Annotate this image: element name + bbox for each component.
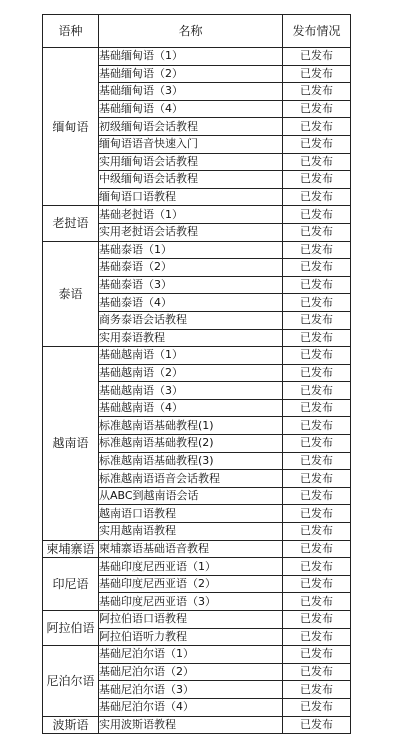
- course-name-cell: 基础尼泊尔语（2）: [99, 663, 283, 681]
- textbook-table: [42, 14, 351, 734]
- course-name-cell: 基础泰语（3）: [99, 276, 283, 294]
- course-name-cell: 缅甸语口语教程: [99, 188, 283, 206]
- language-cell: 越南语: [43, 347, 99, 541]
- course-name-cell: 基础老挝语（1）: [99, 206, 283, 224]
- status-cell: 已发布: [283, 540, 351, 558]
- status-cell: 已发布: [283, 65, 351, 83]
- course-name-cell: 标准越南语基础教程(3): [99, 452, 283, 470]
- status-cell: 已发布: [283, 646, 351, 664]
- header-name: 名称: [99, 15, 283, 48]
- status-cell: 已发布: [283, 364, 351, 382]
- course-name-cell: 阿拉伯语听力教程: [99, 628, 283, 646]
- course-name-cell: 从ABC到越南语会话: [99, 487, 283, 505]
- table-row: [43, 206, 351, 224]
- course-name-cell: 实用缅甸语会话教程: [99, 153, 283, 171]
- course-name-cell: 基础印度尼西亚语（1）: [99, 558, 283, 576]
- status-cell: 已发布: [283, 48, 351, 66]
- table-row: [43, 716, 351, 734]
- status-cell: 已发布: [283, 241, 351, 259]
- status-cell: 已发布: [283, 716, 351, 734]
- status-cell: 已发布: [283, 575, 351, 593]
- status-cell: 已发布: [283, 171, 351, 189]
- course-name-cell: 基础缅甸语（3）: [99, 83, 283, 101]
- course-name-cell: 基础印度尼西亚语（3）: [99, 593, 283, 611]
- course-name-cell: 基础泰语（1）: [99, 241, 283, 259]
- course-name-cell: 标准越南语语音会话教程: [99, 470, 283, 488]
- status-cell: 已发布: [283, 628, 351, 646]
- status-cell: 已发布: [283, 681, 351, 699]
- course-name-cell: 实用泰语教程: [99, 329, 283, 347]
- course-name-cell: 实用越南语教程: [99, 523, 283, 541]
- status-cell: 已发布: [283, 487, 351, 505]
- course-name-cell: 阿拉伯语口语教程: [99, 611, 283, 629]
- course-name-cell: 标准越南语基础教程(2): [99, 435, 283, 453]
- language-cell: 泰语: [43, 241, 99, 347]
- table-body: [43, 48, 351, 734]
- header-row: [43, 15, 351, 48]
- status-cell: 已发布: [283, 206, 351, 224]
- course-name-cell: 基础越南语（1）: [99, 347, 283, 365]
- course-name-cell: 基础越南语（3）: [99, 382, 283, 400]
- table-row: [43, 558, 351, 576]
- language-cell: 尼泊尔语: [43, 646, 99, 716]
- table-row: [43, 241, 351, 259]
- status-cell: 已发布: [283, 452, 351, 470]
- status-cell: 已发布: [283, 505, 351, 523]
- status-cell: 已发布: [283, 294, 351, 312]
- status-cell: 已发布: [283, 329, 351, 347]
- course-name-cell: 基础越南语（4）: [99, 399, 283, 417]
- course-name-cell: 基础尼泊尔语（3）: [99, 681, 283, 699]
- status-cell: 已发布: [283, 259, 351, 277]
- status-cell: 已发布: [283, 347, 351, 365]
- table-row: [43, 540, 351, 558]
- status-cell: 已发布: [283, 276, 351, 294]
- status-cell: 已发布: [283, 100, 351, 118]
- course-name-cell: 标准越南语基础教程(1): [99, 417, 283, 435]
- table-row: [43, 646, 351, 664]
- status-cell: 已发布: [283, 118, 351, 136]
- status-cell: 已发布: [283, 83, 351, 101]
- table-row: [43, 48, 351, 66]
- course-name-cell: 基础泰语（4）: [99, 294, 283, 312]
- status-cell: 已发布: [283, 470, 351, 488]
- status-cell: 已发布: [283, 611, 351, 629]
- status-cell: 已发布: [283, 311, 351, 329]
- course-name-cell: 实用波斯语教程: [99, 716, 283, 734]
- status-cell: 已发布: [283, 558, 351, 576]
- status-cell: 已发布: [283, 698, 351, 716]
- status-cell: 已发布: [283, 399, 351, 417]
- status-cell: 已发布: [283, 223, 351, 241]
- status-cell: 已发布: [283, 593, 351, 611]
- header-status: 发布情况: [283, 15, 351, 48]
- language-cell: 印尼语: [43, 558, 99, 611]
- table-header: [43, 15, 351, 48]
- course-name-cell: 实用老挝语会话教程: [99, 223, 283, 241]
- status-cell: 已发布: [283, 153, 351, 171]
- status-cell: 已发布: [283, 188, 351, 206]
- status-cell: 已发布: [283, 523, 351, 541]
- language-cell: 老挝语: [43, 206, 99, 241]
- course-name-cell: 越南语口语教程: [99, 505, 283, 523]
- language-cell: 波斯语: [43, 716, 99, 734]
- language-cell: 阿拉伯语: [43, 611, 99, 646]
- header-language: 语种: [43, 15, 99, 48]
- course-name-cell: 基础印度尼西亚语（2）: [99, 575, 283, 593]
- table-row: [43, 347, 351, 365]
- course-name-cell: 基础缅甸语（1）: [99, 48, 283, 66]
- status-cell: 已发布: [283, 382, 351, 400]
- course-name-cell: 基础尼泊尔语（1）: [99, 646, 283, 664]
- status-cell: 已发布: [283, 663, 351, 681]
- course-name-cell: 基础越南语（2）: [99, 364, 283, 382]
- course-name-cell: 商务泰语会话教程: [99, 311, 283, 329]
- course-name-cell: 中级缅甸语会话教程: [99, 171, 283, 189]
- course-name-cell: 初级缅甸语会话教程: [99, 118, 283, 136]
- course-name-cell: 基础尼泊尔语（4）: [99, 698, 283, 716]
- table-row: [43, 611, 351, 629]
- course-name-cell: 柬埔寨语基础语音教程: [99, 540, 283, 558]
- course-name-cell: 基础缅甸语（2）: [99, 65, 283, 83]
- course-name-cell: 基础缅甸语（4）: [99, 100, 283, 118]
- status-cell: 已发布: [283, 135, 351, 153]
- course-name-cell: 缅甸语语音快速入门: [99, 135, 283, 153]
- course-name-cell: 基础泰语（2）: [99, 259, 283, 277]
- language-cell: 柬埔寨语: [43, 540, 99, 558]
- language-cell: 缅甸语: [43, 48, 99, 206]
- status-cell: 已发布: [283, 435, 351, 453]
- status-cell: 已发布: [283, 417, 351, 435]
